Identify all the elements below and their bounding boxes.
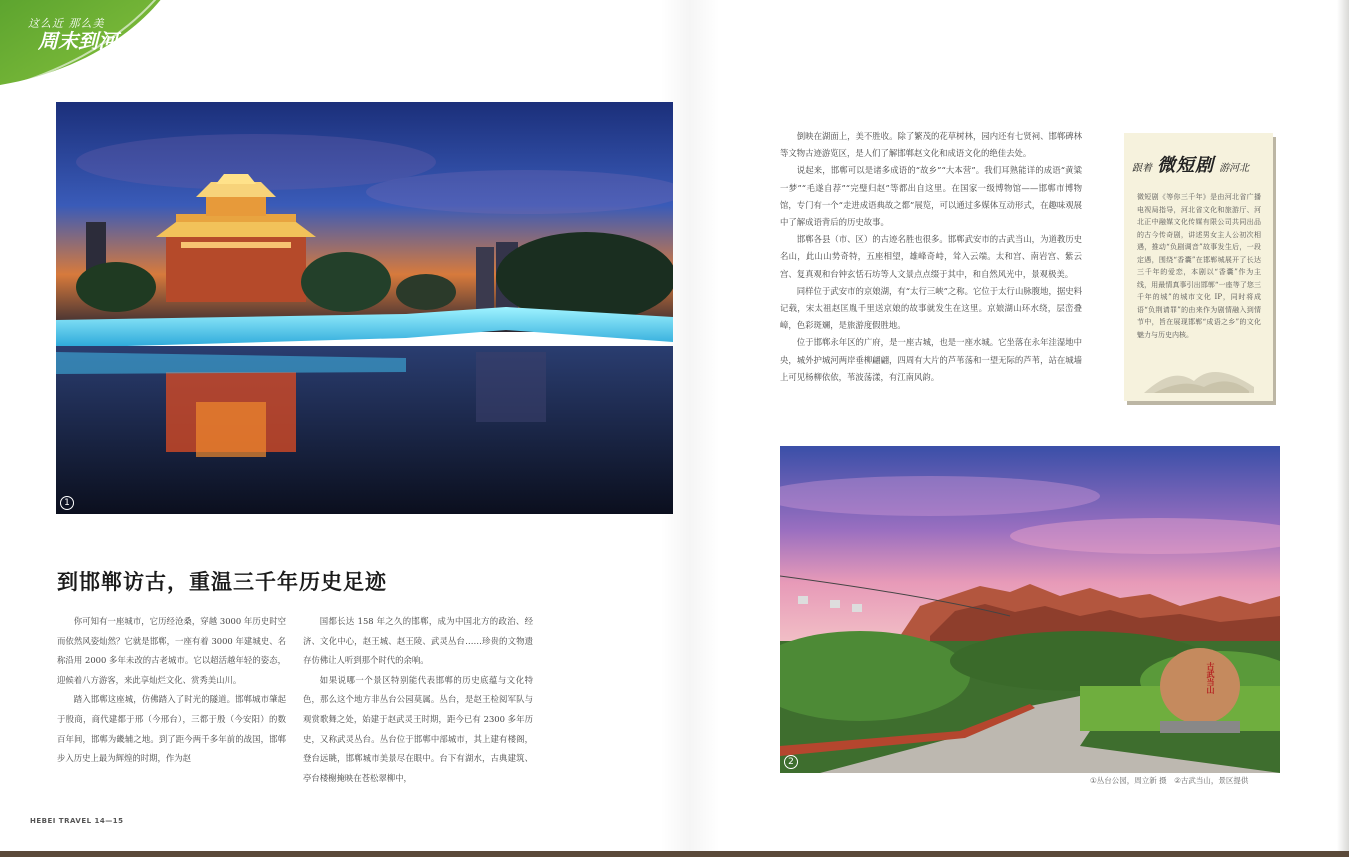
col2-paragraph-2: 如果说哪一个景区特别能代表邯郸的历史底蕴与文化特色，那么这个地方非丛台公园莫属。丛台，是赵王检阅军队与观赏歌舞之处，始建于赵武灵王时期，距今已有 2300 多年历史，又称武灵丛台。丛台位于邯郸中部城市，其上建有楼阁，登台远眺，邯郸城市美景尽在眼中。台下有湖水，古典建筑、亭台楼榭掩映在苍松翠柳中， [303, 674, 533, 783]
col3-paragraph-4: 同样位于武安市的京娘湖，有“太行三峡”之称。它位于太行山脉腹地，据史料记载，宋太祖赵匡胤千里送京娘的故事就发生在这里。京娘湖山环水绕，层峦叠嶂，色彩斑斓，是旅游度假胜地。 [780, 285, 1082, 331]
sidebar-title-prefix: 跟着 [1132, 163, 1152, 174]
col3-paragraph-5: 位于邯郸永年区的广府，是一座古城，也是一座水城。它坐落在永年洼湿地中央，城外护城河两岸垂柳翩翩，四周有大片的芦苇荡和一望无际的芦苇，站在城墙上可见杨柳依依，苇波荡漾，有江南风韵。 [780, 337, 1082, 382]
col3-paragraph-1: 倒映在湖面上，美不胜收。除了繁茂的花草树林，园内还有七贤祠、邯郸碑林等文物古迹游览区，是人们了解邯郸赵文化和成语文化的绝佳去处。 [780, 131, 1082, 159]
col3-paragraph-2: 说起来，邯郸可以是诸多成语的“故乡”“大本营”。我们耳熟能详的成语“黄粱一梦”“毛遂自荐”“完璧归赵”等都出自这里。在国家一级博物馆——邯郸市博物馆，专门有一个“走进成语典故之都”展览，可以通过多媒体互动形式，在趣味观展中了解成语背后的历史故事。 [780, 165, 1082, 228]
sidebar-title-suffix: 游河北 [1219, 163, 1250, 174]
article-column-2 [303, 612, 533, 782]
photo-congtai-park [56, 102, 673, 514]
mountain-ink-illustration [1144, 365, 1254, 393]
article-column-1 [57, 612, 286, 782]
photo2-number-badge: 2 [784, 755, 798, 769]
micro-drama-sidebar [1124, 133, 1273, 401]
col1-paragraph-2: 踏入邯郸这座城，仿佛踏入了时光的隧道。邯郸城市肇起于殷商，商代建都于邢（今邢台），三都于殷（今安阳）的数百年间，邯郸为畿辅之地。到了距今两千多年前的战国，邯郸步入历史上最为辉煌的时期，作为赵 [57, 694, 286, 764]
page-edge [1337, 0, 1349, 857]
col1-paragraph-1: 你可知有一座城市，它历经沧桑，穿越 3000 年历史时空而依然风姿灿然？它就是邯郸，一座有着 3000 年建城史、名称沿用 2000 多年未改的古老城市。它以超活越年轻的姿态，迎候着八方游客，来此享灿烂文化、赏秀美山川。 [57, 616, 286, 685]
photo-gu-wudang-mountain [780, 446, 1280, 773]
article-column-3 [780, 128, 1082, 413]
photo-caption: ①丛台公园，周立新 摄 ②古武当山，景区提供 [1090, 776, 1249, 785]
header-tagline: 这么近 那么美 [28, 17, 105, 30]
photo1-number-badge: 1 [60, 496, 74, 510]
col3-paragraph-3: 邯郸各县（市、区）的古迹名胜也很多。邯郸武安市的古武当山，为道教历史名山，此山山势奇特，五座相望，雄峰奇峙，耸入云端。太和宫、南岩宫、紫云宫、复真观和台钟玄恬石坊等人文景点点缀于其中，和自然风光中，景观极美。 [780, 234, 1082, 279]
page-folio: HEBEI TRAVEL 14—15 [30, 817, 124, 825]
sidebar-title [1132, 151, 1268, 181]
col2-paragraph-1: 国都长达 158 年之久的邯郸，成为中国北方的政治、经济、文化中心，赵王城、赵王陵、武灵丛台……珍贵的文物遗存仿佛让人听到那个时代的余响。 [303, 616, 533, 666]
sidebar-body: 微短剧《等你三千年》是由河北省广播电视局指导，河北省文化和旅游厅、河北正中融媒文化传媒有限公司共同出品的古今传奇剧，讲述男女主人公初次相遇，推动“负剧调音”故事发生后，一段定遇，围绕“香囊”在邯郸城展开了长达三千年的爱恋，本剧以“香囊”作为主线，用最情真事引出邯郸“一座等了您三千年的城”的城市文化 IP，同时将成语“负荆请罪”的由来作为剧情融入到情节中，旨在展现邯郸“成语之乡”的文化魅力与历史内核。 [1137, 193, 1261, 339]
bottom-border [0, 851, 1349, 857]
header-corner-logo [0, 0, 190, 100]
article-headline: 到邯郸访古，重温三千年历史足迹 [57, 570, 387, 594]
sign-stone-text: 古武当山 [1206, 662, 1216, 694]
header-title: 周末到河北 [38, 29, 138, 53]
sidebar-title-main: 微短剧 [1157, 155, 1215, 176]
